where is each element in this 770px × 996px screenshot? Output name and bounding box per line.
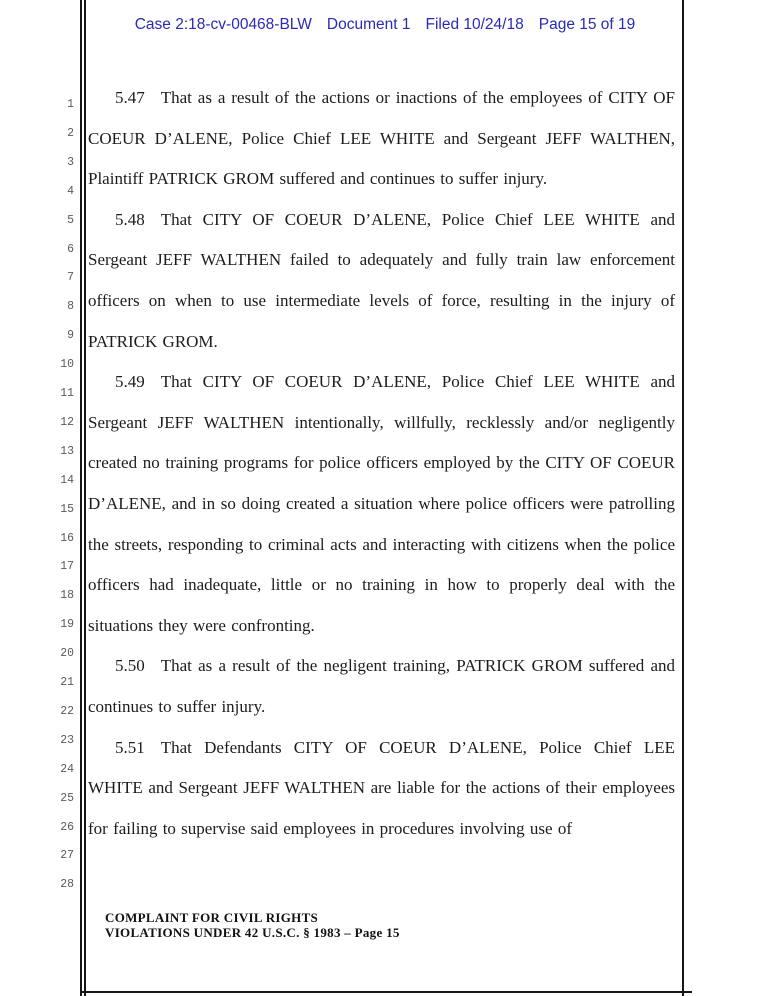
- line-number: 25: [60, 791, 74, 805]
- paragraph-text: That Defendants CITY OF COEUR D’ALENE, Police Chief LEE WHITE and Sergeant JEFF WALTHEN are liable for the actions of their employees for failing to supervise said employees in procedures involving use of: [88, 737, 675, 838]
- line-number: 5: [67, 213, 74, 227]
- line-number: 24: [60, 762, 74, 776]
- line-number: 20: [60, 647, 74, 661]
- paragraph-text: That as a result of the actions or inactions of the employees of CITY OF COEUR D’ALENE, Police Chief LEE WHITE and Sergeant JEFF WALTHEN, Plaintiff PATRICK GROM suffered and continues to suffer injury.: [88, 88, 675, 189]
- paragraph-number: 5.49: [115, 372, 145, 392]
- line-number: 1: [67, 98, 74, 111]
- line-number: 3: [67, 155, 74, 169]
- paragraph: [88, 728, 675, 850]
- line-number: 22: [60, 704, 74, 718]
- paragraph-text: That CITY OF COEUR D’ALENE, Police Chief LEE WHITE and Sergeant JEFF WALTHEN failed to adequately and fully train law enforcement officers on when to use intermediate levels of force, resulting in the injury of PATRICK GROM.: [88, 209, 675, 351]
- line-number: 23: [60, 733, 74, 747]
- line-number: 13: [60, 444, 74, 458]
- line-number: 15: [60, 502, 74, 516]
- line-number: 26: [60, 820, 74, 834]
- paragraph-number: 5.48: [115, 209, 145, 229]
- paragraph-number: 5.51: [115, 737, 145, 757]
- line-number: 16: [60, 531, 74, 545]
- line-number: 17: [60, 560, 74, 574]
- paragraph: [88, 78, 675, 200]
- line-number: 8: [67, 300, 74, 314]
- paragraph: [88, 646, 675, 727]
- page-bottom-rule: [80, 991, 692, 993]
- line-number: 11: [60, 387, 74, 400]
- line-number: 21: [60, 676, 74, 689]
- paragraph-number: 5.47: [115, 88, 145, 107]
- pleading-body: [88, 78, 675, 849]
- line-number: 12: [60, 415, 74, 429]
- filed-date: Filed 10/24/18: [425, 16, 524, 33]
- line-number: 18: [60, 589, 74, 603]
- line-number: 6: [67, 242, 74, 256]
- line-number: 2: [67, 126, 74, 140]
- line-number: 27: [60, 849, 74, 863]
- line-number: 9: [67, 329, 74, 343]
- line-number: 28: [60, 878, 74, 892]
- pleading-left-double-rule: [80, 0, 86, 996]
- line-number: 10: [60, 358, 74, 372]
- line-number: 4: [67, 184, 74, 198]
- page-indicator: Page 15 of 19: [538, 16, 636, 33]
- line-number: 7: [67, 271, 74, 285]
- paragraph: [88, 200, 675, 362]
- case-stamp-header: [0, 16, 770, 34]
- case-number: Case 2:18-cv-00468-BLW: [134, 16, 312, 33]
- page-footer: [105, 910, 400, 940]
- footer-title-line2: VIOLATIONS UNDER 42 U.S.C. § 1983 – Page 15: [105, 925, 400, 940]
- paragraph-number: 5.50: [115, 656, 145, 676]
- paragraph-text: That as a result of the negligent training, PATRICK GROM suffered and continues to suffer injury.: [88, 656, 675, 716]
- paragraph: [88, 362, 675, 646]
- line-number: 19: [60, 618, 74, 632]
- document-number: Document 1: [326, 16, 411, 33]
- paragraph-text: That CITY OF COEUR D’ALENE, Police Chief LEE WHITE and Sergeant JEFF WALTHEN intentionally, willfully, recklessly and/or negligently created no training programs for police officers employed by the CITY OF COEUR D’ALENE, and in so doing created a situation where police officers were patrolling the streets, responding to criminal acts and interacting with citizens when the police officers had inadequate, little or no training in how to properly deal with the situations they were confronting.: [88, 372, 675, 635]
- footer-title-line1: COMPLAINT FOR CIVIL RIGHTS: [105, 910, 319, 925]
- pleading-right-rule: [682, 0, 684, 996]
- line-number: 14: [60, 473, 74, 487]
